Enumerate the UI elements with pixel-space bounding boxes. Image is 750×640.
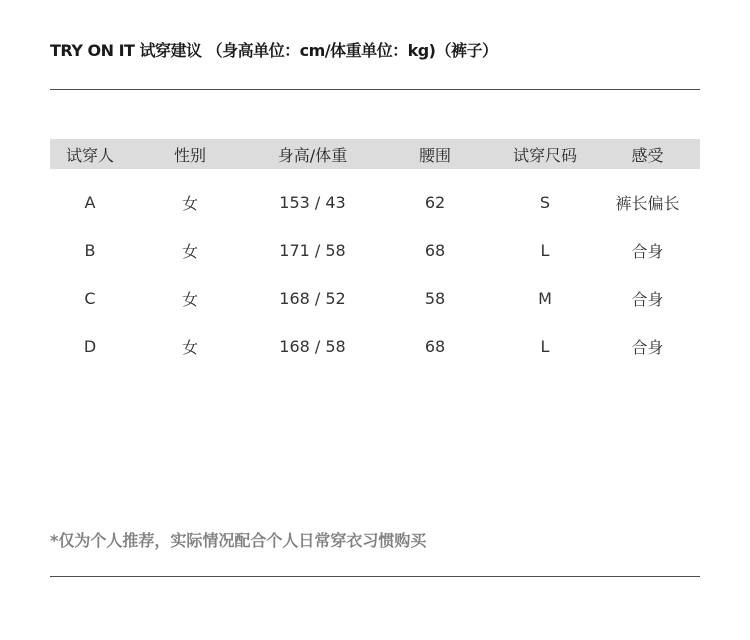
cell-waist: 68	[424, 240, 446, 260]
cell-size: L	[540, 336, 550, 356]
cell-feeling: 合身	[631, 289, 664, 309]
table-row	[50, 178, 700, 226]
cell-tester: C	[84, 288, 96, 308]
cell-size: L	[540, 240, 550, 260]
header-size: 试穿尺码	[512, 145, 577, 165]
top-divider	[50, 89, 700, 90]
cell-tester: D	[83, 336, 97, 356]
cell-height-weight: 168 / 58	[279, 336, 346, 356]
cell-gender: 女	[181, 337, 198, 357]
cell-gender: 女	[181, 289, 198, 309]
cell-tester: B	[84, 240, 96, 260]
cell-tester: A	[84, 192, 96, 212]
header-gender: 性别	[173, 145, 206, 165]
header-waist: 腰围	[418, 145, 451, 165]
cell-waist: 68	[424, 336, 446, 356]
cell-gender: 女	[181, 193, 198, 213]
cell-height-weight: 171 / 58	[279, 240, 346, 260]
table-row	[50, 322, 700, 370]
cell-size: S	[539, 192, 551, 212]
table-row	[50, 226, 700, 274]
table-row	[50, 274, 700, 322]
header-tester: 试穿人	[65, 145, 114, 165]
bottom-divider	[50, 576, 700, 577]
cell-waist: 58	[424, 288, 446, 308]
header-height-weight: 身高/体重	[277, 145, 348, 165]
cell-feeling: 裤长偏长	[615, 193, 680, 213]
cell-feeling: 合身	[631, 241, 664, 261]
cell-gender: 女	[181, 241, 198, 261]
cell-height-weight: 168 / 52	[279, 288, 346, 308]
header-feeling: 感受	[631, 145, 664, 165]
table-header	[50, 139, 700, 169]
page-title: TRY ON IT 试穿建议 （身高单位：cm/体重单位：kg)（裤子）	[50, 41, 498, 60]
try-on-table	[50, 139, 700, 370]
cell-size: M	[538, 288, 552, 308]
disclaimer-note: *仅为个人推荐，实际情况配合个人日常穿衣习惯购买	[50, 531, 427, 550]
cell-feeling: 合身	[631, 337, 664, 357]
cell-height-weight: 153 / 43	[279, 192, 346, 212]
cell-waist: 62	[424, 192, 446, 212]
